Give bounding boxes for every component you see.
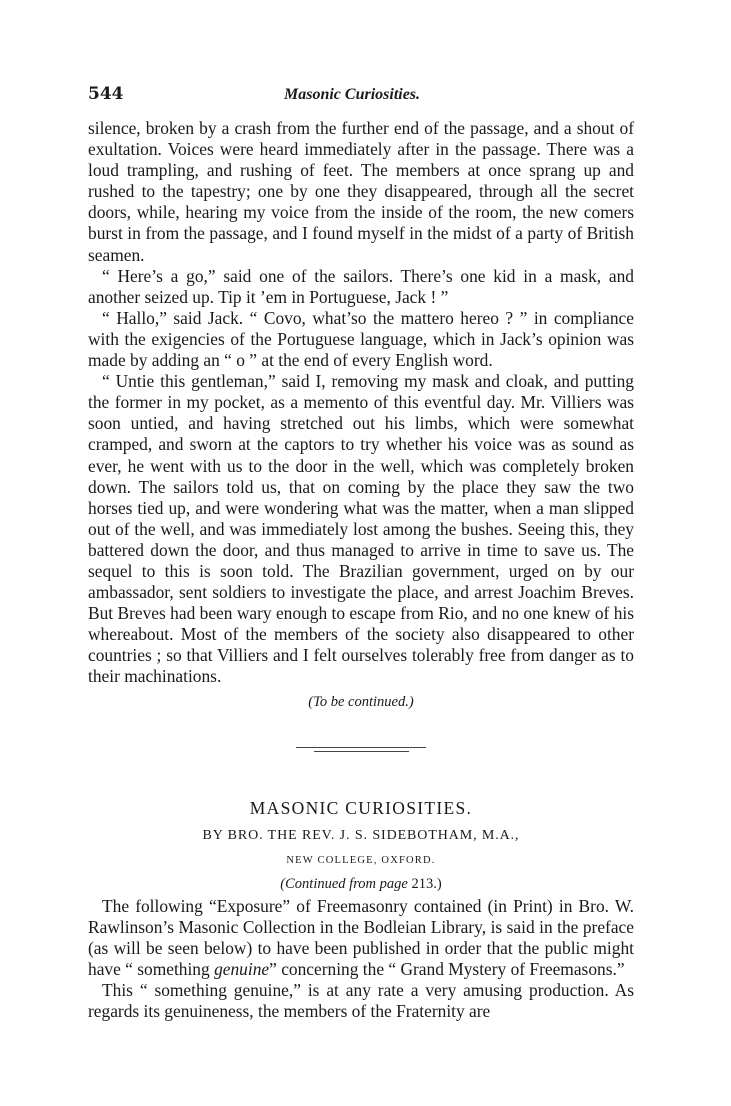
continued-from-note bbox=[88, 876, 634, 893]
running-title: Masonic Curiosities. bbox=[284, 86, 421, 103]
continued-from-page: 213.) bbox=[411, 875, 442, 892]
article-byline: BY BRO. THE REV. J. S. SIDEBOTHAM, M.A., bbox=[202, 827, 520, 843]
story-paragraph: silence, broken by a crash from the further end of the passage, and a shout of exultation. Voices were heard immediately after in the passage. There was a loud trampling, and rushing of feet. The members at once sprang up and rushed to the tapestry; one by one they disappeared, through all the secret doors, while, hearing my voice from the inside of the room, the new comers burst in from the passage, and I found myself in the midst of a party of British seamen. bbox=[88, 118, 634, 265]
article-body bbox=[88, 896, 634, 1023]
article-paragraph bbox=[88, 896, 634, 980]
article-paragraph-text: ” concerning the “ Grand Mystery of Freemasons.” bbox=[269, 958, 625, 979]
page-number: 544 bbox=[88, 84, 124, 104]
book-page bbox=[88, 78, 634, 1022]
section-divider bbox=[296, 747, 426, 755]
story-paragraph: “ Here’s a go,” said one of the sailors. There’s one kid in a mask, and another seized up. Tip it ’em in Portuguese, Jack ! ” bbox=[88, 265, 634, 307]
emphasized-word: genuine bbox=[214, 958, 270, 979]
article-paragraph-text: The following “Exposure” of Freemasonry contained (in Print) in Bro. W. Rawlinson’s Masonic Collection in the Bodleian Library, is said in the preface (as will be seen below) to have been published in order that the public might have “ something bbox=[88, 895, 634, 979]
to-be-continued-note: (To be continued.) bbox=[308, 693, 414, 710]
article-title: MASONIC CURIOSITIES. bbox=[249, 797, 473, 818]
continued-from-label: (Continued from page bbox=[280, 875, 408, 892]
divider-rule-long bbox=[296, 747, 426, 748]
story-paragraph: “ Untie this gentleman,” said I, removing my mask and cloak, and putting the former in my pocket, as a memento of this eventful day. Mr. Villiers was soon untied, and having stretched out his limbs, which were somewhat cramped, and sworn at the captors to try whether his voice was as sound as ever, he went with us to the door in the well, which was completely broken down. The sailors told us, that on coming by the place they saw the two horses tied up, and were wondering what was the matter, when a man slipped out of the well, and was immediately lost among the bushes. Seeing this, they battered down the door, and thus managed to arrive in time to save us. The sequel to this is soon told. The Brazilian government, urged on by our ambassador, sent soldiers to investigate the place, and arrest Joachim Breves. But Breves had been wary enough to escape from Rio, and no one knew of his whereabout. Most of the members of the society also disappeared to other countries ; so that Villiers and I felt ourselves tolerably free from danger as to their machinations. bbox=[88, 371, 634, 687]
story-paragraph: “ Hallo,” said Jack. “ Covo, what’so the mattero hereo ? ” in compliance with the exigencies of the Portuguese language, which in Jack’s opinion was made by adding an “ o ” at the end of every English word. bbox=[88, 307, 634, 371]
author-affiliation: NEW COLLEGE, OXFORD. bbox=[286, 854, 436, 866]
story-body bbox=[88, 118, 634, 688]
article-paragraph: This “ something genuine,” is at any rate a very amusing production. As regards its genuineness, the members of the Fraternity are bbox=[88, 979, 634, 1021]
running-head bbox=[88, 78, 634, 106]
divider-rule-short bbox=[314, 751, 409, 752]
